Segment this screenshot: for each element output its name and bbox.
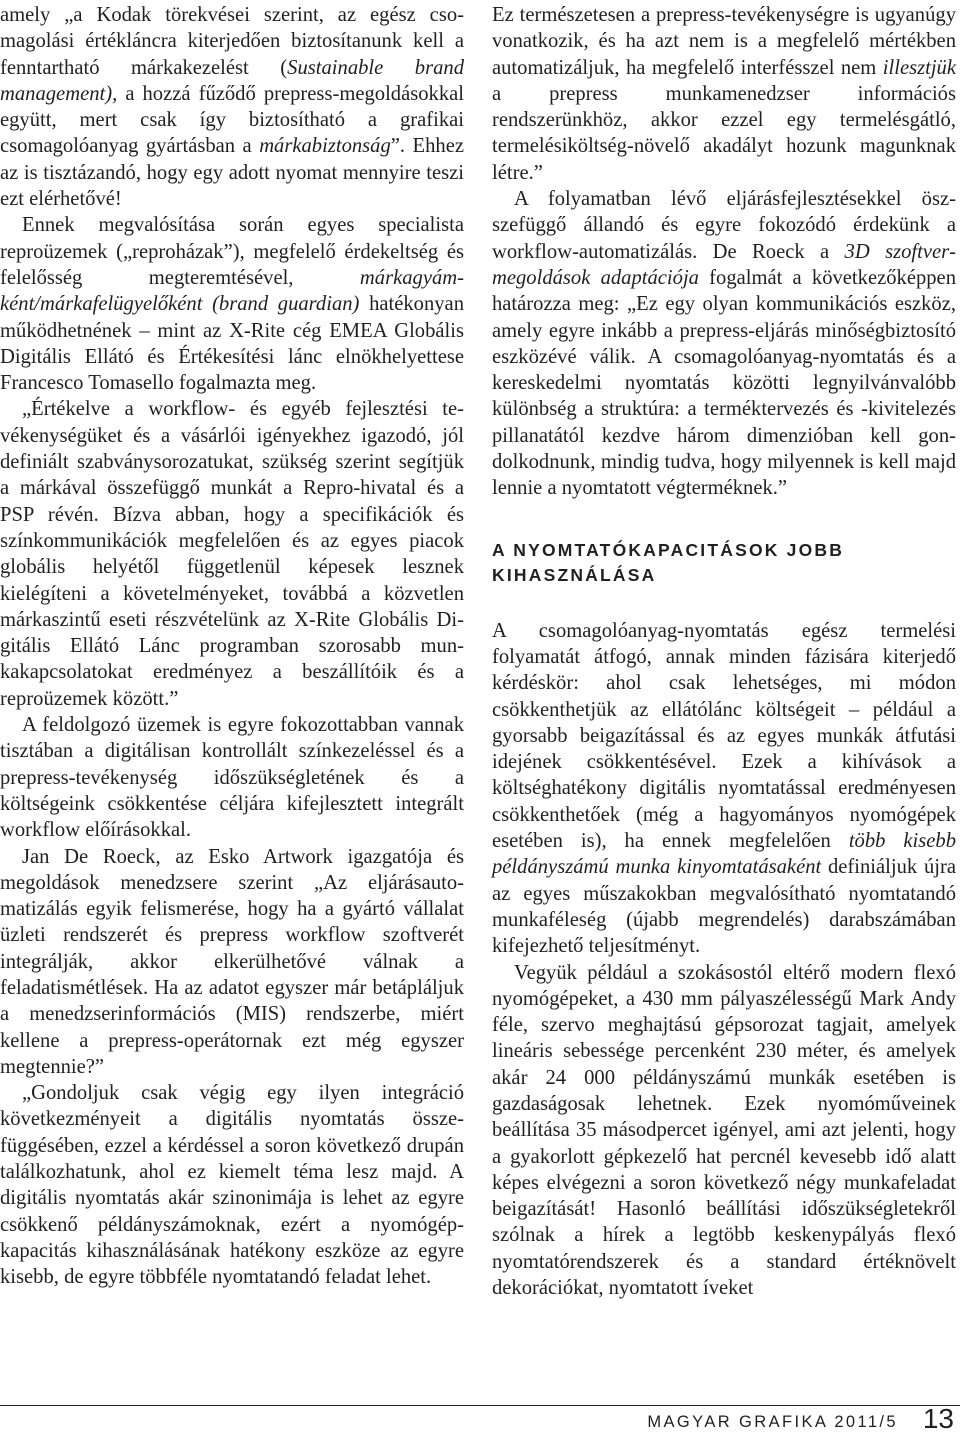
section-heading: A NYOMTATÓKAPACITÁSOK JOBB KIHASZNÁLÁSA: [492, 539, 845, 585]
text-run: a hozzá fűződő prepress-megoldásokkal együtt, mert csak így biztosítható a grafikai csomagolóanyag gyártásban a: [0, 82, 464, 158]
paragraph: [0, 2, 464, 212]
magazine-title: MAGYAR GRAFIKA 2011/5: [647, 1413, 898, 1431]
paragraph: Jan De Roeck, az Esko Artwork igazgatója és megoldások menedzsere szerint „Az eljárásautomatizálás egyik felismerése, hogy ha a gyártó vállalat üzleti rendszerét és prepress workflow szoftverét integrálják, akkor elkerülhetővé válnak a feladatismétlések. Ha az adatot egyszer már betápláljuk a menedzserinformációs (MIS) rendszerbe, miért kellene a prepress-operátornak ezt még egyszer megtennie?”: [0, 845, 464, 1078]
text-run: definiáljuk újra az egyes műszakokban megvalósítható nyomtatandó munkaféleség (újabb megrendelés) darabszámában kifejezhető teljesítményt.: [492, 856, 956, 958]
paragraph: [0, 212, 464, 396]
paragraph: [492, 618, 956, 960]
text-run: amely „a Kodak törekvései szerint, az egész csomagolási értékláncra kiterjedően biztosítanunk kell a fenntartható márkakezelést (: [0, 4, 464, 79]
text-run: fogalmát a következőképpen határozza meg: „Ez egy olyan kommunikációs eszköz, amely egyre inkább a prepress-eljárás minőségbiztosító eszközévé válik. A csomagolóanyag-nyomtatás és a kereskedelmi nyomtatás közötti legnyilvánvalóbb különbség a struktúra: a terméktervezés és -kivitelezés pillanatától kezdve három dimenzióban kell gondolkodnunk, mindig tudva, hogy milyennek is kell majd lennie a nyomtatott végterméknek.”: [492, 266, 956, 500]
italic-text: illesztjük: [882, 56, 956, 79]
page-number: 13: [922, 1403, 954, 1434]
text-run: ”. Ehhez az is tisztázandó, hogy egy adott nyomat mennyire teszi ezt elérhetővé!: [0, 135, 464, 211]
text-run: a prepress munkamenedzser információs rendszerünkhöz, akkor ezzel egy termelésgátló, termelésiköltség-növelő akadályt hozunk magunknak létre.”: [492, 82, 956, 184]
right-column: [492, 2, 956, 1301]
text-run: A folyamatban lévő eljárásfejlesztésekkel öszszefüggő állandó és egyre fokozódó érdekünk a workflow-automatizálás. De Roeck a: [492, 188, 956, 263]
left-column: [0, 2, 464, 1291]
paragraph: Vegyük például a szokásostól eltérő modern flexó nyomógépeket, a 430 mm pályaszélességű Mark Andy féle, szervo meghajtású gépsorozat tagjait, amelyek lineáris sebessége percenként 230 méter, és amelyek akár 24 000 példányszámú munkák esetében is gazdaságosak lehetnek. Ezek nyomóműveinek beállítása 35 másodpercet igényel, ami azt jelenti, hogy a gyakorlott gépkezelő hat percnél kevesebb idő alatt képes elvégezni a soron következő négy munkafeladat beigazítását! Hasonló beállítási időszükségletekről szólnak a hírek a legtöbb keskenypályás flexó nyomtatórendszerek és a standard értéknövelt dekorációkat, nyomtatott íveket: [492, 961, 956, 1300]
text-run: Ennek megvalósítása során egyes specialista reproüzemek („reproházak”), megfelelő érdekeltség és felelősség megteremtésével,: [0, 214, 464, 289]
italic-text: több kisebb példányszámú munka kinyomtatásaként: [492, 830, 956, 879]
text-run: Ez természetesen a prepress-tevékenységre is ugyanúgy vonatkozik, és ha azt nem is a megfelelő mértékben automatizáljuk, ha megfelelő interfésszel nem: [492, 4, 956, 79]
paragraph: „Értékelve a workflow- és egyéb fejlesztési tevékenységüket és a vásárlói igényekhez igazodó, jól definiált szabványsorozatukat, szükség szerint segítjük a márkával összefüggő munkát a Repro-hivatal és a PSP révén. Bízva abban, hogy a specifikációk és színkommunikációk megfelelően és az egyes piacok globális helyétől függetlenül képesek lesznek kielégíteni a követelményeket, továbbá a közvetlen márkaszintű eseti részvételünk az X-Rite Globális Digitális Ellátó Lánc programban szorosabb munkakapcsolatokat eredményez a beszállítóik és a reproüzemek között.”: [0, 398, 464, 710]
italic-text: márkagyámként/márkafelügyelőként (brand guardian): [0, 266, 464, 316]
text-run: hatékonyan működhetnének – mint az X-Rite cég EMEA Globális Digitális Ellátó és Értékesítési lánc elnökhelyettese Francesco Tomasello fogalmazta meg.: [0, 293, 464, 395]
footer-divider: [0, 1405, 960, 1406]
paragraph: A feldolgozó üzemek is egyre fokozottabban vannak tisztában a digitálisan kontrollált színkezeléssel és a prepress-tevékenység időszükségletének és a költségeink csökkentése céljára kifejlesztett integrált workflow előírásokkal.: [0, 714, 464, 842]
italic-text: Sustainable brand management),: [0, 56, 464, 105]
paragraph: [492, 186, 956, 502]
paragraph: [492, 2, 956, 186]
paragraph: „Gondoljuk csak végig egy ilyen integráció következményeit a digitális nyomtatás összefüggésében, ezzel a kérdéssel a soron következő drupán találkozhatunk, ahol ez kiemelt téma lesz majd. A digitális nyomtatás akár szinonimája is lehet az egyre csökkenő példányszámoknak, ezért a nyomógép-kapacitás kihasználásának hatékony eszköze az egyre kisebb, de egyre többféle nyomtatandó feladat lehet.: [0, 1082, 464, 1289]
italic-text: márkabiztonság: [259, 135, 391, 158]
text-run: A csomagolóanyag-nyomtatás egész termelési folyamatát átfogó, annak minden fázisára kiterjedő kérdéskör: ahol csak lehetséges, mi módon csökkenthetjük az ellátólánc költségeit – például a gyorsabb beigazítással és az egyes munkák átfutási idejének csökkentésével. Ezek a kihívások a költséghatékony digitális nyomtatással eredményesen csökkenthetőek (még a hagyományos nyomógépek esetében is), ha ennek megfelelően: [492, 619, 956, 853]
italic-text: 3D szoftvermegoldások adaptációja: [492, 240, 956, 289]
